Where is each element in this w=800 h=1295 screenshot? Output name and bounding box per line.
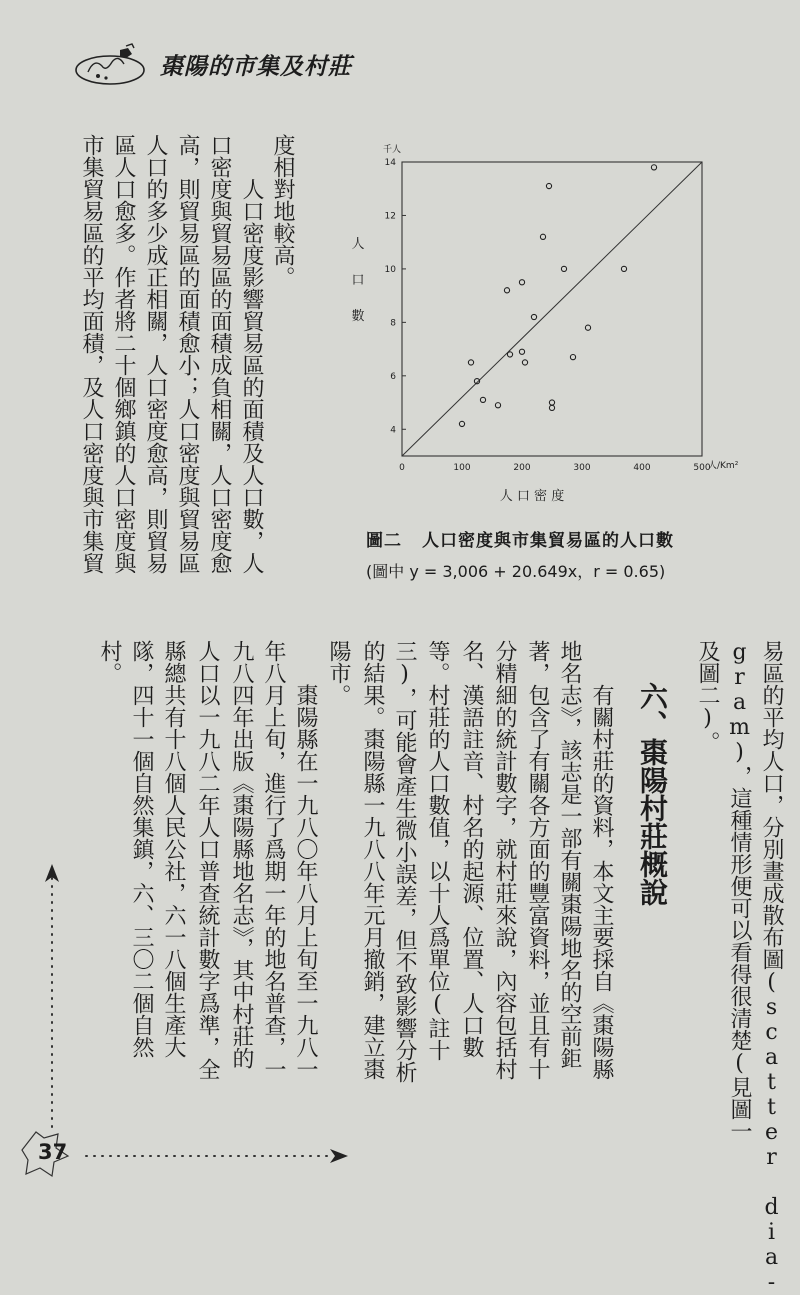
- y-tick-label: 8: [390, 318, 396, 329]
- text-column: 度相對地較高。: [270, 134, 295, 288]
- text-column: 年八月上旬，進行了爲期一年的地名普查，一: [261, 640, 286, 1080]
- text-column: 陽市。: [326, 640, 351, 706]
- text-column: 高，則貿易區的面積愈小；人口密度與貿易區: [175, 134, 200, 574]
- text-column: 村。: [97, 640, 122, 684]
- text-column: 分精細的統計數字，就村莊來說，內容包括村: [492, 640, 517, 1080]
- text-column: 的結果。棗陽縣一九八八年元月撤銷，建立棗: [360, 640, 385, 1080]
- text-column: 人口的多少成正相關，人口密度愈高，則貿易: [143, 134, 168, 574]
- figure-equation: (圖中 y = 3,006 + 20.649x，r = 0.65): [366, 562, 666, 581]
- x-tick-label: 200: [513, 463, 531, 473]
- arrow-right-icon: [330, 1149, 348, 1163]
- y-axis-label-char: 數: [351, 309, 365, 324]
- y-tick-label: 6: [390, 371, 396, 382]
- x-axis-label: 人 口 密 度: [499, 489, 565, 504]
- text-column: 九八四年出版《棗陽縣地名志》，其中村莊的: [229, 640, 254, 1069]
- x-tick-label: 300: [573, 463, 591, 473]
- text-column: gram)，這種情形便可以看得很清楚(見圖一: [727, 640, 752, 1142]
- text-column: 名、漢語註音、村名的起源、位置、人口數: [459, 640, 484, 1058]
- text-column: 縣總共有十八個人民公社，六一八個生產大: [161, 640, 186, 1058]
- x-unit-label: 人/Km²: [708, 461, 739, 471]
- text-column: 著，包含了有關各方面的豐富資料，並且有十: [525, 640, 550, 1080]
- text-column: 人口密度影響貿易區的面積及人口數，人: [239, 178, 264, 574]
- y-axis-label-char: 口: [351, 273, 365, 288]
- text-column: 區人口愈多。作者將二十個鄉鎮的人口密度與: [111, 134, 136, 574]
- section-heading: 六、棗陽村莊概說: [636, 682, 669, 906]
- text-column: 等。村莊的人口數值，以十人爲單位(註十: [425, 640, 450, 1061]
- x-tick-label: 100: [453, 463, 471, 473]
- text-column: 口密度與貿易區的面積成負相關，人口密度愈: [207, 134, 232, 574]
- text-column: 地名志》，該志是一部有關棗陽地名的空前鉅: [557, 640, 582, 1069]
- text-column: 易區的平均人口，分別畫成散布圖(scatter dia-: [759, 640, 784, 1295]
- figure-caption-text: 人口密度與市集貿易區的人口數: [422, 531, 674, 551]
- text-column: 三)，可能會產生微小誤差，但不致影響分析: [392, 640, 417, 1083]
- figure-number: 圖二: [366, 531, 402, 551]
- y-tick-label: 4: [390, 425, 396, 436]
- text-column: 有關村莊的資料，本文主要採自《棗陽縣: [589, 684, 614, 1080]
- x-tick-label: 400: [633, 463, 651, 473]
- y-axis-label-char: 人: [351, 237, 365, 252]
- x-tick-label: 500: [693, 463, 711, 473]
- running-header-title: 棗陽的市集及村莊: [160, 54, 352, 80]
- y-unit-label: 千人: [382, 145, 402, 155]
- y-tick-label: 12: [384, 211, 396, 222]
- page-number: 37: [38, 1140, 68, 1164]
- text-column: 隊，四十一個自然集鎮，六、三〇二個自然: [129, 640, 154, 1058]
- text-column: 及圖二)。: [695, 640, 720, 753]
- y-tick-label: 14: [384, 158, 396, 168]
- text-column: 人口以一九八二年人口普查統計數字爲準，全: [195, 640, 220, 1080]
- text-column: 棗陽縣在一九八〇年八月上旬至一九八一: [293, 684, 318, 1080]
- y-tick-label: 10: [384, 264, 396, 275]
- x-tick-label: 0: [399, 463, 405, 473]
- text-column: 市集貿易區的平均面積，及人口密度與市集貿: [79, 134, 104, 574]
